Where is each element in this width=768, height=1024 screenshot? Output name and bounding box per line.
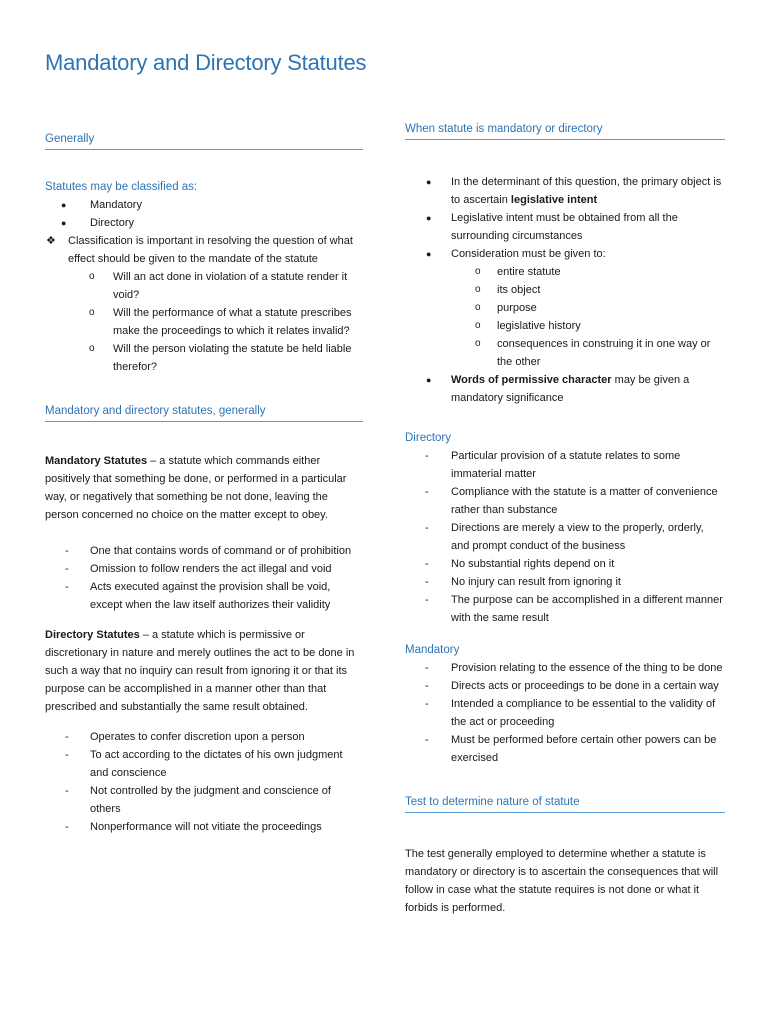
list-item: o Will the person violating the statute be held liable therefor?: [45, 340, 363, 376]
dash-bullet-icon: -: [65, 563, 69, 575]
list-item: - Nonperformance will not vitiate the proceedings: [45, 818, 363, 836]
list-item: - Not controlled by the judgment and conscience of others: [45, 782, 363, 818]
list-item: o Will an act done in violation of a statute render it void?: [45, 268, 363, 304]
directory-statutes-term: Directory Statutes: [45, 629, 140, 641]
mandatory-statutes-term: Mandatory Statutes: [45, 455, 148, 467]
right-column: [405, 120, 725, 917]
list-item: - The purpose can be accomplished in a different manner with the same result: [405, 591, 725, 627]
section-heading-mandatory: Mandatory: [405, 644, 460, 656]
list-item: - No injury can result from ignoring it: [405, 573, 725, 591]
dash-bullet-icon: -: [425, 594, 429, 606]
list-item: ● Words of permissive character may be given a mandatory significance: [405, 371, 725, 407]
dash-bullet-icon: -: [425, 680, 429, 692]
section-heading-test: Test to determine nature of statute: [405, 793, 725, 813]
list-item: o purpose: [405, 299, 725, 317]
circle-bullet-icon: o: [89, 271, 95, 282]
dash-bullet-icon: -: [425, 734, 429, 746]
circle-bullet-icon: o: [475, 338, 481, 349]
list-item: - No substantial rights depend on it: [405, 555, 725, 573]
list-item: - Must be performed before certain other powers can be exercised: [405, 731, 725, 767]
list-item: ● Mandatory: [45, 196, 363, 214]
section-heading-directory: Directory: [405, 432, 452, 444]
dash-bullet-icon: -: [65, 581, 69, 593]
list-item: o consequences in construing it in one way or the other: [405, 335, 725, 371]
page-title: Mandatory and Directory Statutes: [45, 50, 367, 75]
permissive-list: [405, 371, 725, 407]
circle-bullet-icon: o: [89, 307, 95, 318]
section-heading-when-mandatory: When statute is mandatory or directory: [405, 120, 725, 140]
list-item: - Omission to follow renders the act illegal and void: [45, 560, 363, 578]
list-item: - To act according to the dictates of his own judgment and conscience: [45, 746, 363, 782]
dash-bullet-icon: -: [65, 545, 69, 557]
classification-note-list: [45, 232, 363, 268]
bullet-icon: ●: [426, 249, 432, 259]
classified-label: Statutes may be classified as:: [45, 181, 198, 193]
list-item: o legislative history: [405, 317, 725, 335]
circle-bullet-icon: o: [475, 320, 481, 331]
circle-bullet-icon: o: [89, 343, 95, 354]
list-item: ● Legislative intent must be obtained from all the surrounding circumstances: [405, 209, 725, 245]
list-item: - Intended a compliance to be essential to the validity of the act or proceeding: [405, 695, 725, 731]
list-item: ● Consideration must be given to:: [405, 245, 725, 263]
list-item: - Directions are merely a view to the properly, orderly, and prompt conduct of the business: [405, 519, 725, 555]
list-item: - Compliance with the statute is a matter of convenience rather than substance: [405, 483, 725, 519]
considerations-list: [405, 263, 725, 371]
section-heading-mandatory-directory-generally: Mandatory and directory statutes, generally: [45, 402, 363, 422]
list-item: - Operates to confer discretion upon a person: [45, 728, 363, 746]
mandatory-points-list: [45, 542, 363, 614]
dash-bullet-icon: -: [65, 731, 69, 743]
dash-bullet-icon: -: [65, 785, 69, 797]
mandatory-list: [405, 659, 725, 767]
dash-bullet-icon: -: [65, 821, 69, 833]
circle-bullet-icon: o: [475, 266, 481, 277]
bullet-icon: ●: [426, 213, 432, 223]
list-item: o its object: [405, 281, 725, 299]
test-paragraph: The test generally employed to determine whether a statute is mandatory or directory is to ascertain the consequences that will follow in case what the statute requires is not done or what it forbids is performed.: [405, 848, 719, 914]
bullet-icon: ●: [426, 375, 432, 385]
list-item: - Particular provision of a statute relates to some immaterial matter: [405, 447, 725, 483]
list-item: o Will the performance of what a statute prescribes make the proceedings to which it relates invalid?: [45, 304, 363, 340]
dash-bullet-icon: -: [425, 486, 429, 498]
dash-bullet-icon: -: [425, 558, 429, 570]
dash-bullet-icon: -: [425, 522, 429, 534]
bullet-icon: ●: [61, 200, 67, 210]
diamond-bullet-icon: ❖: [46, 235, 56, 247]
dash-bullet-icon: -: [65, 749, 69, 761]
list-item: - Directs acts or proceedings to be done in a certain way: [405, 677, 725, 695]
list-item: ❖ Classification is important in resolving the question of what effect should be given to the mandate of the statute: [45, 232, 363, 268]
list-item: - Acts executed against the provision shall be void, except when the law itself authorizes their validity: [45, 578, 363, 614]
list-item: - One that contains words of command or of prohibition: [45, 542, 363, 560]
dash-bullet-icon: -: [425, 576, 429, 588]
dash-bullet-icon: -: [425, 698, 429, 710]
bullet-icon: ●: [426, 177, 432, 187]
directory-statutes-definition: Directory Statutes – a statute which is permissive or discretionary in nature and merely outlines the act to be done in such a way that no inquiry can result from ignoring it or that its purpose can be accomplished in a manner other than that prescribed and substantially the same result obtained.: [45, 629, 355, 713]
questions-list: [45, 268, 363, 376]
circle-bullet-icon: o: [475, 284, 481, 295]
list-item: ● Directory: [45, 214, 363, 232]
when-mandatory-list: [405, 173, 725, 263]
left-column: [45, 130, 363, 836]
section-heading-generally: Generally: [45, 130, 363, 150]
directory-list: [405, 447, 725, 627]
dash-bullet-icon: -: [425, 450, 429, 462]
dash-bullet-icon: -: [425, 662, 429, 674]
list-item: - Provision relating to the essence of the thing to be done: [405, 659, 725, 677]
statute-types-list: [45, 196, 363, 232]
mandatory-statutes-definition: Mandatory Statutes – a statute which commands either positively that something be done, or performed in a particular way, or negatively that something be not done, leaving the person concerned no choice on the matter except to obey.: [45, 455, 347, 521]
list-item: ● In the determinant of this question, the primary object is to ascertain legislative intent: [405, 173, 725, 209]
directory-points-list: [45, 728, 363, 836]
bullet-icon: ●: [61, 218, 67, 228]
circle-bullet-icon: o: [475, 302, 481, 313]
list-item: o entire statute: [405, 263, 725, 281]
